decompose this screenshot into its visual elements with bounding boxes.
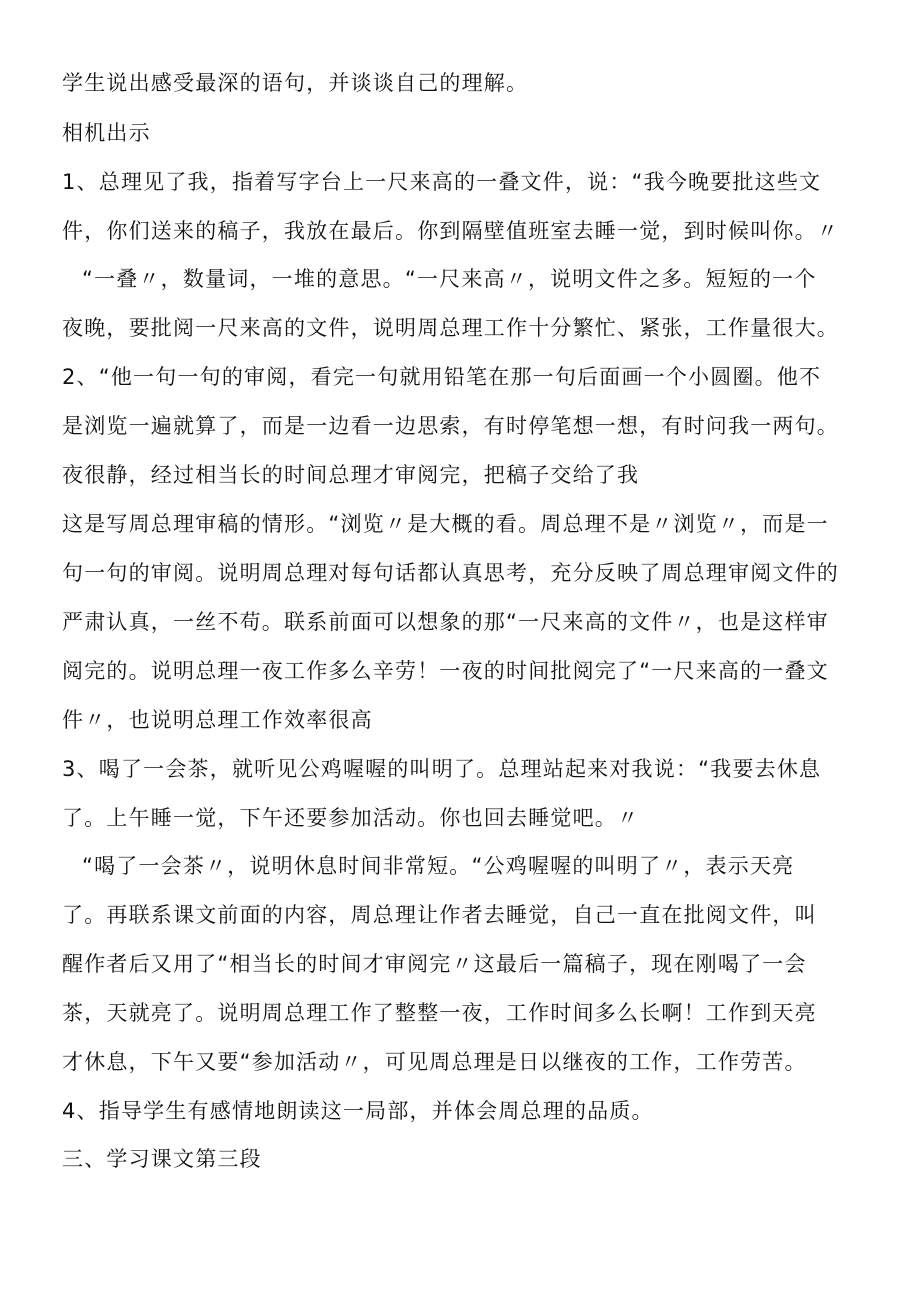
text-line: “一叠〃，数量词，一堆的意思。“一尺来高〃，说明文件之多。短短的一个 bbox=[82, 267, 817, 291]
text-line: 夜晚，要批阅一尺来高的文件，说明周总理工作十分繁忙、紧张，工作量很大。 bbox=[62, 316, 839, 340]
text-line: 1、总理见了我，指着写字台上一尺来高的一叠文件，说：“我今晚要批这些文 bbox=[62, 170, 822, 194]
text-line: 相机出示 bbox=[62, 121, 151, 145]
text-line: 才休息，下午又要“参加活动〃，可见周总理是日以继夜的工作，工作劳苦。 bbox=[62, 1050, 807, 1074]
text-line: 句一句的审阅。说明周总理对每句话都认真思考，充分反映了周总理审阅文件的 bbox=[62, 561, 839, 585]
text-line: 件〃，也说明总理工作效率很高 bbox=[62, 708, 373, 732]
text-line: 了。上午睡一觉，下午还要参加活动。你也回去睡觉吧。〃 bbox=[62, 806, 640, 830]
text-line: “喝了一会茶〃，说明休息时间非常短。“公鸡喔喔的叫明了〃，表示天亮 bbox=[82, 854, 795, 878]
text-line: 夜很静，经过相当长的时间总理才审阅完，把稿子交给了我 bbox=[62, 463, 640, 487]
text-line: 阅完的。说明总理一夜工作多么辛劳！一夜的时间批阅完了“一尺来高的一叠文 bbox=[62, 659, 829, 683]
text-line: 学生说出感受最深的语句，并谈谈自己的理解。 bbox=[62, 71, 529, 95]
text-line: 3、喝了一会茶，就听见公鸡喔喔的叫明了。总理站起来对我说：“我要去休息 bbox=[62, 757, 822, 781]
text-line: 件，你们送来的稿子，我放在最后。你到隔壁值班室去睡一觉，到时候叫你。〃 bbox=[62, 219, 839, 243]
text-line: 严肃认真，一丝不苟。联系前面可以想象的那“一尺来高的文件〃，也是这样审 bbox=[62, 610, 829, 634]
text-line: 茶，天就亮了。说明周总理工作了整整一夜，工作时间多么长啊！工作到天亮 bbox=[62, 1001, 817, 1025]
text-line: 醒作者后又用了“相当长的时间才审阅完〃这最后一篇稿子，现在刚喝了一会 bbox=[62, 952, 807, 976]
text-line: 是浏览一遍就算了，而是一边看一边思索，有时停笔想一想，有时问我一两句。 bbox=[62, 414, 839, 438]
text-line: 这是写周总理审稿的情形。“浏览〃是大概的看。周总理不是〃浏览〃，而是一 bbox=[62, 512, 829, 536]
section-heading: 三、学习课文第三段 bbox=[62, 1147, 262, 1171]
text-line: 4、指导学生有感情地朗读这一局部，并体会周总理的品质。 bbox=[62, 1099, 654, 1123]
text-line: 2、“他一句一句的审阅，看完一句就用铅笔在那一句后面画一个小圆圈。他不 bbox=[62, 365, 822, 389]
text-line: 了。再联系课文前面的内容，周总理让作者去睡觉，自己一直在批阅文件，叫 bbox=[62, 903, 817, 927]
